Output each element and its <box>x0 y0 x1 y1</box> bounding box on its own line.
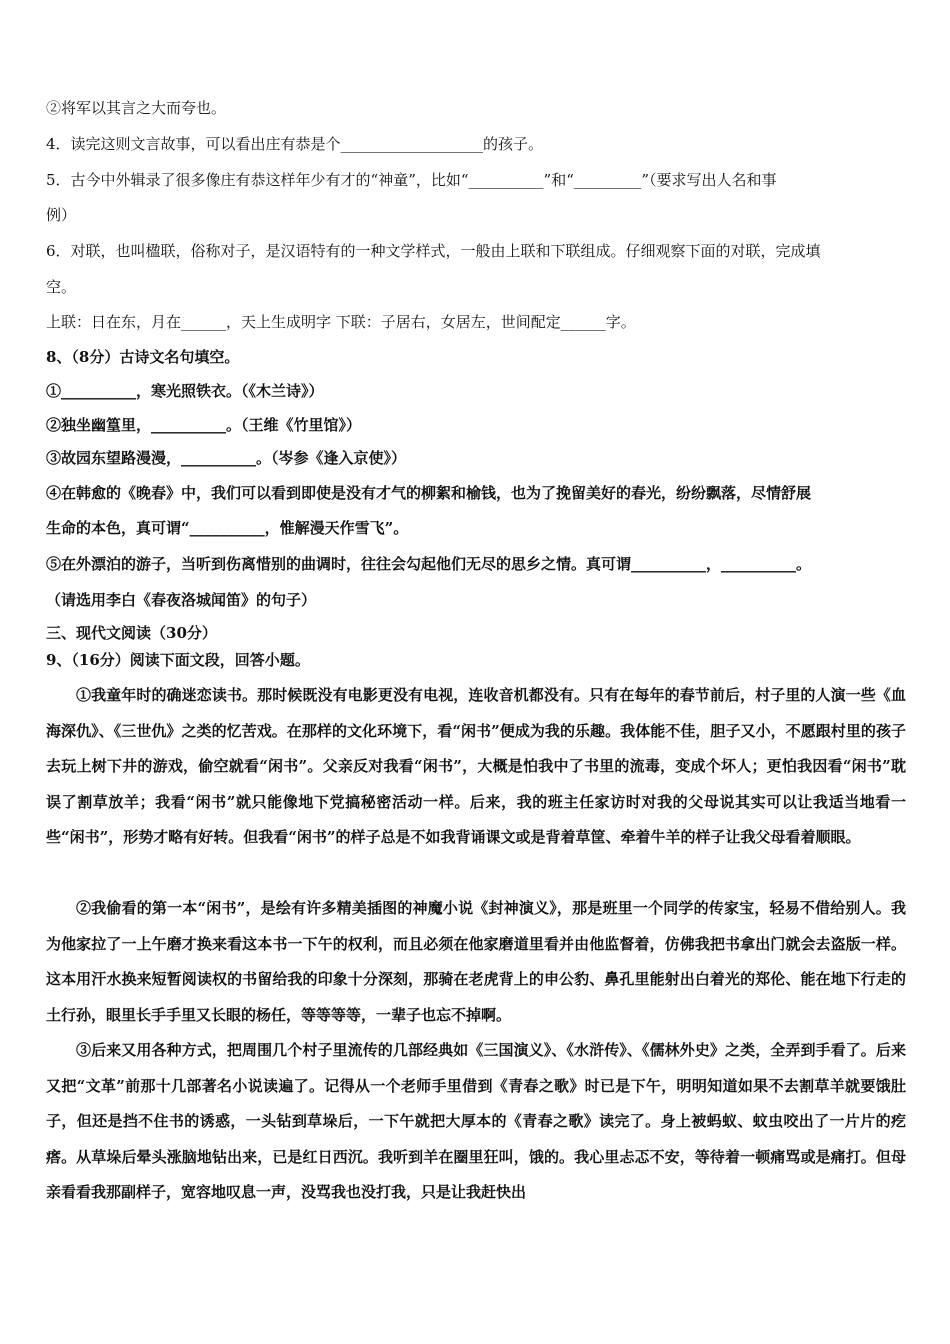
question-6: 6．对联，也叫楹联，俗称对子，是汉语特有的一种文学样式，一般由上联和下联组成。仔细观察下面的对联，完成填 <box>46 242 821 260</box>
poem-item-5: ⑤在外漂泊的游子，当听到伤离惜别的曲调时，往往会勾起他们无尽的思乡之情。真可谓__________，__________。 <box>46 555 812 573</box>
text-line: 例） <box>46 206 77 224</box>
reading-paragraph-1: ①我童年时的确迷恋读书。那时候既没有电影更没有电视，连收音机都没有。只有在每年的春节前后，村子里的人演一些《血海深仇》、《三世仇》之类的忆苦戏。在那样的文化环境下，看“闲书”便成为我的乐趣。我体能不佳，胆子又小，不愿跟村里的孩子去玩上树下井的游戏，偷空就看“闲书”。父亲反对我看“闲书”，大概是怕我中了书里的流毒，变成个坏人；更怕我因看“闲书”耽误了割草放羊；我看“闲书”就只能像地下党搞秘密活动一样。后来，我的班主任家访时对我的父母说其实可以让我适当地看一些“闲书”，形势才略有好转。但我看“闲书”的样子总是不如我背诵课文或是背着草筐、牵着牛羊的样子让我父母看着顺眼。 <box>46 686 906 846</box>
poem-item-2: ②独坐幽篁里，__________。（王维《竹里馆》） <box>46 416 362 434</box>
poem-item-5-note: （请选用李白《春夜洛城闻笛》的句子） <box>46 591 317 609</box>
poem-item-4: ④在韩愈的《晚春》中，我们可以看到即使是没有才气的柳絮和榆钱，也为了挽留美好的春光，纷纷飘落，尽情舒展 <box>46 484 812 502</box>
text-line: ②将军以其言之大而夸也。 <box>46 99 227 117</box>
poem-item-3: ③故园东望路漫漫，__________。（岑参《逢入京使》） <box>46 449 407 467</box>
question-4: 4．读完这则文言故事，可以看出庄有恭是个___________________的孩子。 <box>46 135 544 153</box>
reading-paragraph-2: ②我偷看的第一本“闲书”，是绘有许多精美插图的神魔小说《封神演义》，那是班里一个同学的传家宝，轻易不借给别人。我为他家拉了一上午磨才换来看这本书一下午的权利，而且必须在他家磨道里看并由他监督着，仿佛我把书拿出门就会去盗版一样。这本用汗水换来短暂阅读权的书留给我的印象十分深刻，那骑在老虎背上的申公豹、鼻孔里能射出白着光的郑伦、能在地下行走的土行孙，眼里长手手里又长眼的杨任，等等等等，一辈子也忘不掉啊。 <box>46 899 906 1024</box>
question-5: 5．古今中外辑录了很多像庄有恭这样年少有才的“神童”，比如“__________”和“_________”（要求写出人名和事 <box>46 171 777 189</box>
section-3-title: 三、现代文阅读（30分） <box>46 624 217 642</box>
section-8-title: 8、（8分）古诗文名句填空。 <box>46 348 240 366</box>
couplet-line: 上联：日在东，月在______，天上生成明字 下联：子居右，女居左，世间配定______字。 <box>46 313 636 331</box>
reading-paragraph-3: ③后来又用各种方式，把周围几个村子里流传的几部经典如《三国演义》、《水浒传》、《儒林外史》之类，全弄到手看了。后来又把“文革”前那十几部著名小说读遍了。记得从一个老师手里借到《青春之歌》时已是下午，明明知道如果不去割草羊就要饿肚子，但还是挡不住书的诱惑，一头钻到草垛后，一下午就把大厚本的《青春之歌》读完了。身上被蚂蚁、蚊虫咬出了一片片的疙瘩。从草垛后晕头涨脑地钻出来，已是红日西沉。我听到羊在圈里狂叫，饿的。我心里忐忑不安，等待着一顿痛骂或是痛打。但母亲看看我那副样子，宽容地叹息一声，没骂我也没打我，只是让我赶快出 <box>46 1041 906 1201</box>
question-9: 9、（16分）阅读下面文段，回答小题。 <box>46 651 310 669</box>
text-line: 空。 <box>46 278 77 296</box>
poem-item-1: ①__________，寒光照铁衣。（《木兰诗》） <box>46 382 324 400</box>
poem-item-4-cont: 生命的本色，真可谓“__________，惟解漫天作雪飞”。 <box>46 519 409 537</box>
